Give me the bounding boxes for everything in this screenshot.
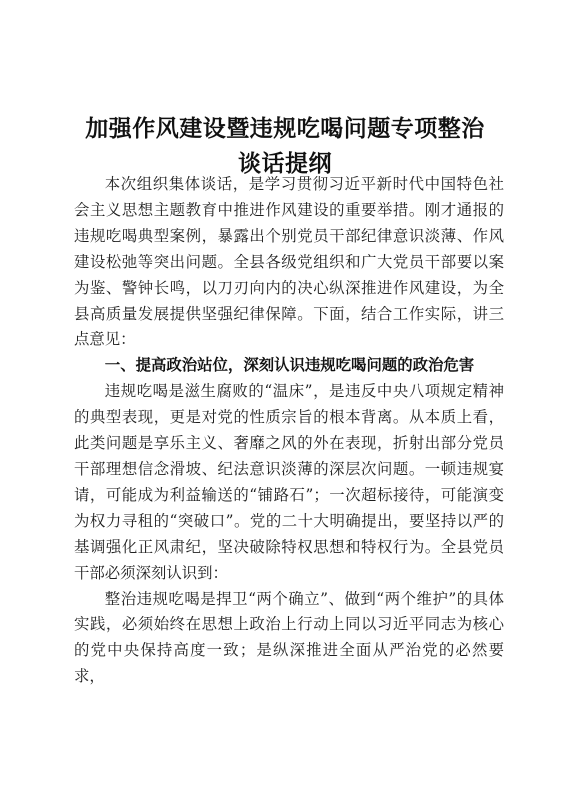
- document-title: 加强作风建设暨违规吃喝问题专项整治: [85, 116, 485, 142]
- body-paragraph: 整治违规吃喝是捍卫“两个确立”、做到“两个维护”的具体实践，必须始终在思想上政治上行动上同以习近平同志为核心的党中央保持高度一致；是纵深推进全面从严治党的必然要求，: [74, 589, 504, 686]
- document-subtitle: 谈话提纲: [238, 151, 332, 177]
- intro-paragraph: 本次组织集体谈话，是学习贯彻习近平新时代中国特色社会主义思想主题教育中推进作风建设的重要举措。刚才通报的违规吃喝典型案例，暴露出个别党员干部纪律意识淡薄、作风建设松弛等突出问题。全县各级党组织和广大党员干部要以案为鉴、警钟长鸣，以刀刃向内的决心纵深推进作风建设，为全县高质量发展提供坚强纪律保障。下面，结合工作实际，讲三点意见：: [74, 175, 504, 349]
- section-heading-1: 一、提高政治站位，深刻认识违规吃喝问题的政治危害: [104, 356, 475, 375]
- document-body: [74, 172, 504, 690]
- body-paragraph: 违规吃喝是滋生腐败的“温床”，是违反中央八项规定精神的典型表现，更是对党的性质宗旨的根本背离。从本质上看，此类问题是享乐主义、奢靡之风的外在表现，折射出部分党员干部理想信念滑坡、纪法意识淡薄的深层次问题。一顿违规宴请，可能成为利益输送的“铺路石”；一次超标接待，可能演变为权力寻租的“突破口”。党的二十大明确提出，要坚持以严的基调强化正风肃纪，坚决破除特权思想和特权行为。全县党员干部必须深刻认识到：: [74, 382, 504, 582]
